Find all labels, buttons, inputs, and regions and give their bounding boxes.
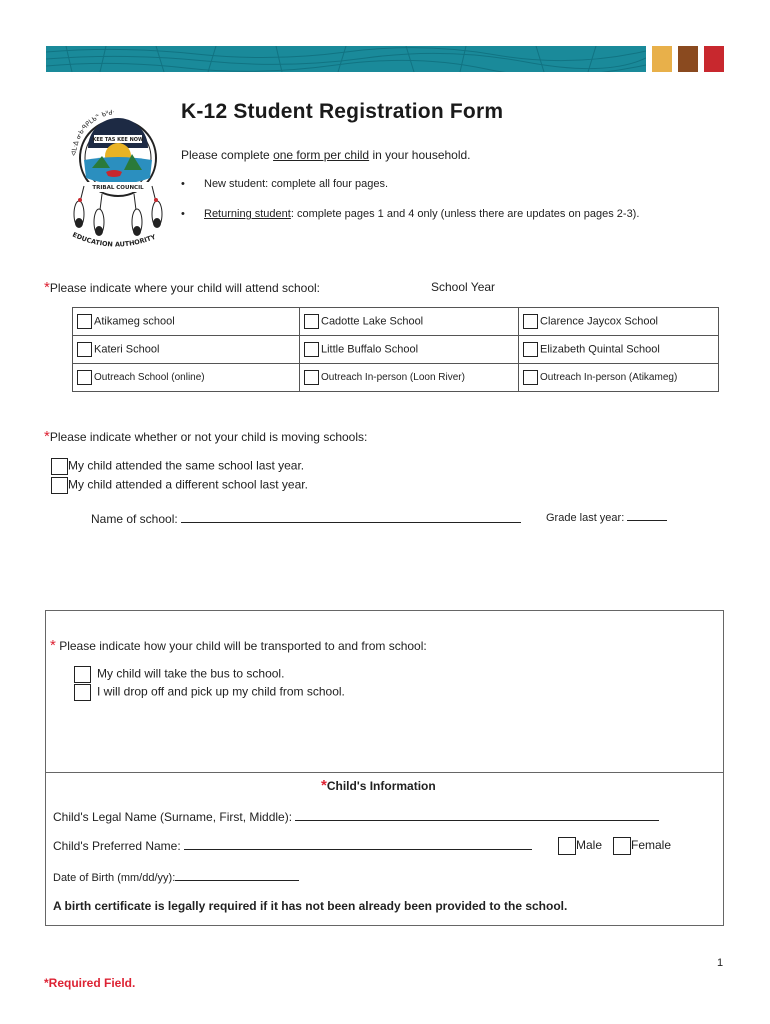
seal-bottom-text: EDUCATION AUTHORITY: [71, 230, 157, 249]
checkbox[interactable]: [523, 342, 538, 357]
grade-last-year-field[interactable]: Grade last year:: [546, 510, 667, 524]
swatch-red: [704, 46, 724, 72]
preferred-name-line[interactable]: [184, 839, 532, 850]
checkbox[interactable]: [304, 314, 319, 329]
school-option[interactable]: Outreach School (online): [73, 364, 300, 392]
school-option[interactable]: Outreach In-person (Loon River): [300, 364, 519, 392]
swatch-brown: [678, 46, 698, 72]
seal-lower-text: TRIBAL COUNCIL: [92, 185, 144, 191]
school-option[interactable]: Little Buffalo School: [300, 336, 519, 364]
grade-line[interactable]: [627, 510, 667, 521]
section-divider: [45, 772, 724, 773]
seal-top-text: ᐊᒪᐧᐃ ᓂᑲᐧᑫᑭᒪᑲᓐ ᑲᐦᑯᐧ: [69, 108, 115, 157]
banner-pattern-icon: [46, 46, 646, 72]
school-option[interactable]: Outreach In-person (Atikameg): [519, 364, 719, 392]
checkbox[interactable]: [304, 342, 319, 357]
intro-text: Please complete one form per child in your household.: [181, 148, 471, 162]
checkbox[interactable]: [74, 684, 91, 701]
checkbox[interactable]: [77, 370, 92, 385]
male-option[interactable]: Male: [558, 837, 602, 855]
school-option[interactable]: Atikameg school: [73, 308, 300, 336]
header-banner: [46, 46, 646, 72]
checkbox[interactable]: [523, 370, 538, 385]
required-field-note: *Required Field.: [44, 976, 136, 990]
school-option[interactable]: Kateri School: [73, 336, 300, 364]
school-row: [73, 308, 719, 336]
school-row: [73, 364, 719, 392]
female-option[interactable]: Female: [613, 837, 671, 855]
legal-name-field[interactable]: Child's Legal Name (Surname, First, Middle):: [53, 810, 659, 824]
checkbox[interactable]: [613, 837, 631, 855]
preferred-name-field[interactable]: Child's Preferred Name:: [53, 839, 532, 853]
checkbox[interactable]: [74, 666, 91, 683]
birth-certificate-note: A birth certificate is legally required if it has not been already been provided to the school.: [53, 899, 568, 913]
checkbox[interactable]: [77, 314, 92, 329]
name-of-school-line[interactable]: [181, 512, 521, 523]
school-table: [72, 307, 719, 392]
moving-option-different[interactable]: My child attended a different school last year.: [51, 477, 308, 494]
legal-name-line[interactable]: [295, 810, 659, 821]
school-row: [73, 336, 719, 364]
transport-question: * Please indicate how your child will be transported to and from school:: [50, 637, 427, 654]
checkbox[interactable]: [523, 314, 538, 329]
svg-text:EDUCATION AUTHORITY: [71, 231, 157, 249]
transport-option-bus[interactable]: My child will take the bus to school.: [74, 666, 284, 683]
name-of-school-field[interactable]: Name of school:: [91, 512, 521, 526]
checkbox[interactable]: [304, 370, 319, 385]
swatch-yellow: [652, 46, 672, 72]
child-info-heading: *Child's Information: [321, 777, 436, 794]
moving-option-same[interactable]: My child attended the same school last year.: [51, 458, 304, 475]
page-number: 1: [717, 957, 724, 969]
page-title: K-12 Student Registration Form: [181, 100, 504, 123]
transport-option-drop-off[interactable]: I will drop off and pick up my child from school.: [74, 684, 345, 701]
school-option[interactable]: Clarence Jaycox School: [519, 308, 719, 336]
tribal-council-seal-icon: [62, 98, 172, 258]
seal-mid-text: KEE TAS KEE NOW: [92, 137, 144, 143]
returning-student-link[interactable]: Returning student: [204, 208, 291, 220]
checkbox[interactable]: [51, 477, 68, 494]
one-form-link[interactable]: one form per child: [273, 148, 370, 162]
moving-question: *Please indicate whether or not your child is moving schools:: [44, 428, 368, 445]
dob-line[interactable]: [175, 870, 299, 881]
school-year-label: School Year: [431, 280, 496, 294]
school-option[interactable]: Cadotte Lake School: [300, 308, 519, 336]
checkbox[interactable]: [77, 342, 92, 357]
school-question: *Please indicate where your child will attend school:: [44, 279, 320, 296]
dob-field[interactable]: Date of Birth (mm/dd/yy):: [53, 870, 299, 884]
checkbox[interactable]: [558, 837, 576, 855]
checkbox[interactable]: [51, 458, 68, 475]
school-option[interactable]: Elizabeth Quintal School: [519, 336, 719, 364]
